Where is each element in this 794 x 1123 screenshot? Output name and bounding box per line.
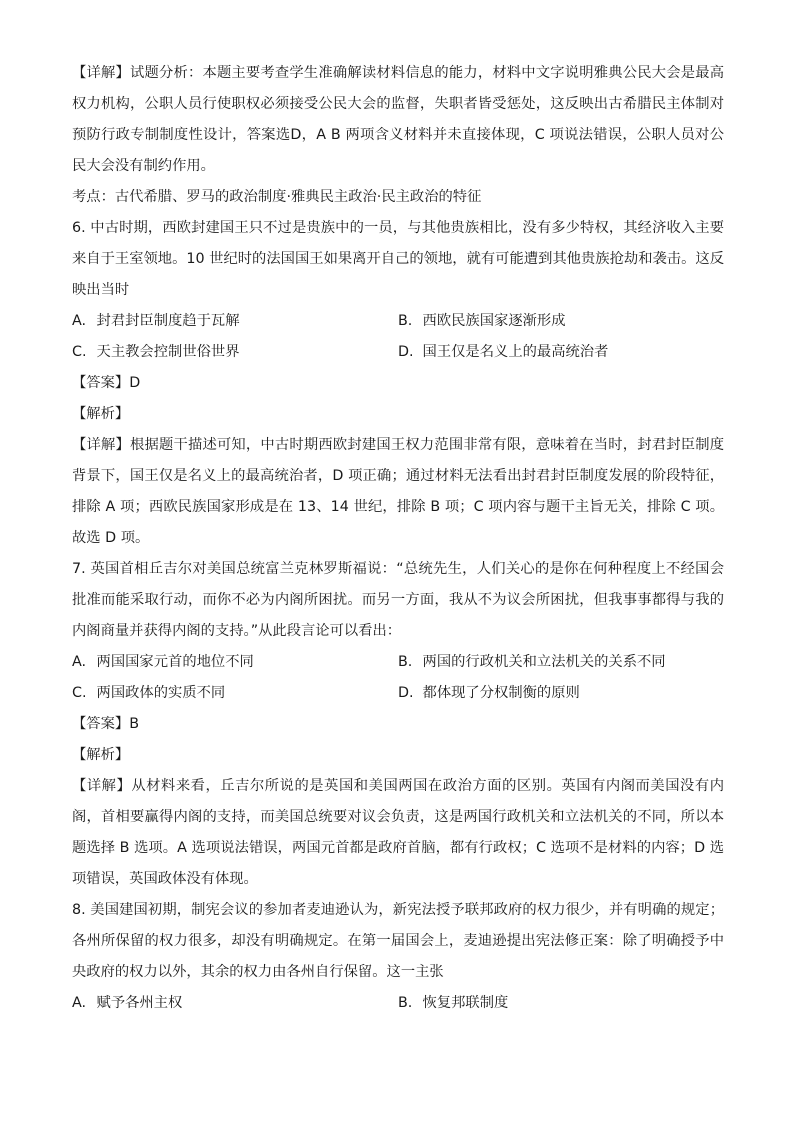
document-page [72, 58, 724, 1019]
option-text: 都体现了分权制衡的原则 [418, 685, 580, 701]
answer-option [398, 988, 724, 1019]
option-text: 两国的行政机关和立法机关的关系不同 [418, 654, 666, 670]
answer-option [398, 337, 724, 368]
paragraph [72, 182, 724, 213]
paragraph-text: 试题分析：本题主要考查学生准确解读材料信息的能力，材料中文字说明雅典公民大会是最高权力机构，公职人员行使职权必须接受公民大会的监督，失职者皆受惩处，这反映出古希腊民主体制对预防行政专制制度性设计，答案选D，A B 两项含义材料并未直接体现，C 项说法错误，公职人员对公民大会没有制约作用。 [72, 65, 725, 174]
answer-option [398, 647, 724, 678]
option-text: 赋予各州主权 [92, 995, 183, 1011]
option-letter: C. [72, 344, 87, 360]
answer-options [72, 306, 724, 368]
tagged-paragraph [72, 740, 724, 771]
section-tag: 【答案】 [72, 716, 130, 732]
option-letter: A. [72, 995, 87, 1011]
section-tag: 【详解】 [72, 778, 132, 794]
paragraph [72, 895, 724, 988]
option-letter: D. [398, 344, 414, 360]
paragraph-text: 7. 英国首相丘吉尔对美国总统富兰克林罗斯福说：“总统先生，人们关心的是你在何种程度上不经国会批准而能采取行动，而你不必为内阁所困扰。而另一方面，我从不为议会所困扰，但我事事都得与我的内阁商量并获得内阁的支持。”从此段言论可以看出： [72, 561, 724, 639]
option-text: 两国政体的实质不同 [92, 685, 226, 701]
answer-option [72, 988, 398, 1019]
tagged-paragraph [72, 399, 724, 430]
option-text: 国王仅是名义上的最高统治者 [418, 344, 609, 360]
option-text: 西欧民族国家逐渐形成 [418, 313, 566, 329]
answer-option [72, 306, 398, 337]
option-letter: A. [72, 654, 87, 670]
option-letter: B. [398, 995, 413, 1011]
paragraph-text: 从材料来看，丘吉尔所说的是英国和美国两国在政治方面的区别。英国有内阁而美国没有内阁，首相要赢得内阁的支持，而美国总统要对议会负责，这是两国行政机关和立法机关的不同，所以本题选择 B 选项。A 选项说法错误，两国元首都是政府首脑，都有行政权；C 选项不是材料的内容；D 选项错误，英国政体没有体现。 [72, 778, 725, 887]
paragraph-text: D [129, 375, 141, 391]
answer-options [72, 988, 724, 1019]
section-tag: 【详解】 [72, 65, 130, 81]
answer-option [72, 678, 398, 709]
section-tag: 【答案】 [72, 375, 130, 391]
paragraph-text: 根据题干描述可知，中古时期西欧封建国王权力范围非常有限，意味着在当时，封君封臣制度背景下，国王仅是名义上的最高统治者，D 项正确；通过材料无法看出封君封臣制度发展的阶段特征，排除 A 项；西欧民族国家形成是在 13、14 世纪，排除 B 项；C 项内容与题干主旨无关，排除 C 项。故选 D 项。 [72, 437, 725, 546]
answer-options [72, 647, 724, 709]
paragraph-text: 6. 中古时期，西欧封建国王只不过是贵族中的一员，与其他贵族相比，没有多少特权，其经济收入主要来自于王室领地。10 世纪时的法国国王如果离开自己的领地，就有可能遭到其他贵族抢劫和袭击。这反映出当时 [72, 220, 724, 298]
paragraph [72, 554, 724, 647]
section-tag: 【详解】 [72, 437, 130, 453]
section-tag: 【解析】 [72, 406, 130, 422]
tagged-paragraph [72, 430, 724, 554]
answer-option [72, 337, 398, 368]
paragraph-text: B [129, 716, 139, 732]
option-text: 恢复邦联制度 [418, 995, 509, 1011]
answer-option [398, 678, 724, 709]
option-letter: B. [398, 654, 413, 670]
option-text: 天主教会控制世俗世界 [92, 344, 240, 360]
section-tag: 【解析】 [72, 747, 130, 763]
option-letter: B. [398, 313, 413, 329]
option-text: 封君封臣制度趋于瓦解 [92, 313, 240, 329]
tagged-paragraph [72, 58, 724, 182]
answer-option [72, 647, 398, 678]
paragraph-text: 8. 美国建国初期，制宪会议的参加者麦迪逊认为，新宪法授予联邦政府的权力很少，并有明确的规定；各州所保留的权力很多，却没有明确规定。在第一届国会上，麦迪逊提出宪法修正案：除了明确授予中央政府的权力以外，其余的权力由各州自行保留。这一主张 [72, 902, 724, 980]
option-letter: A. [72, 313, 87, 329]
option-letter: C. [72, 685, 87, 701]
tagged-paragraph [72, 771, 724, 895]
option-letter: D. [398, 685, 414, 701]
option-text: 两国国家元首的地位不同 [92, 654, 254, 670]
paragraph-text: 考点：古代希腊、罗马的政治制度·雅典民主政治·民主政治的特征 [72, 189, 482, 205]
answer-option [398, 306, 724, 337]
tagged-paragraph [72, 368, 724, 399]
tagged-paragraph [72, 709, 724, 740]
paragraph [72, 213, 724, 306]
